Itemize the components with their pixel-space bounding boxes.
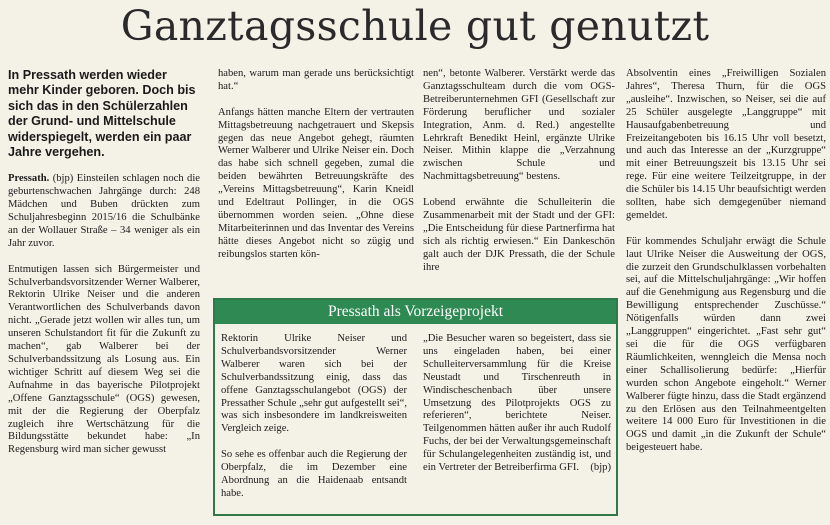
info-box-paragraph <box>423 333 611 475</box>
article-paragraph: Absolventin eines „Freiwilligen Sozialen Jahres“, Theresa Thurn, für die OGS „ausleihe“. Inzwischen, so Neiser, sei die auf 25 Schüler ausgelegte „Langgruppe“ mit Hausaufgabenbetreuung und Freizeitangeboten bis 16.15 Uhr voll besetzt, und auch das Interesse an der „Kurzgruppe“ mit einer Betreuungszeit bis 13.15 Uhr sei rege. Für eine weitere Teilzeitgruppe, in der die Schüler bis 14.15 Uhr beaufsichtigt werden sollten, habe sich demgegenüber niemand gemeldet. <box>626 68 826 221</box>
paragraph-text: (bjp) Einsteilen schlagen noch die geburtenschwachen Jahrgänge durch: 248 Mädchen und Buben drückten zum Schuljahresbeginn 2015/16 die Schulbänke an der Wollauer Straße – 34 weniger als ein Jahr zuvor. <box>8 173 200 249</box>
article-column-4 <box>626 68 826 455</box>
article-column-2 <box>218 68 414 288</box>
info-box-column-right <box>423 333 611 475</box>
article-paragraph: nen“, betonte Walberer. Verstärkt werde das Ganztagsschulteam durch die vom OGS-Betreiberunternehmen GFI (Gesellschaft zur Förderung beruflicher und sozialer Integration, Anm. d. Red.) angestellte Lehrkraft Benedikt Heinl, ergänzte Ulrike Neiser. Mithin klappe die „Verzahnung zwischen Schule und Nachmittagsbetreuung“ bestens. <box>423 68 615 183</box>
article-paragraph <box>8 173 200 250</box>
info-box-paragraph: So sehe es offenbar auch die Regierung der Oberpfalz, die im Dezember eine Abordnung an die Haidenaab entsandt habe. <box>221 449 407 499</box>
paragraph-text: „Die Besucher waren so begeistert, dass sie uns eingeladen haben, bei einer Schulleiterversammlung für die Kreise Neustadt und Tirschenreuth in Windischeschenbach über unsere Umsetzung des Pilotprojekts OGS zu referieren“, berichtete Neiser. Teilgenommen hätten außer ihr auch Rudolf Fuchs, der bei der Verwaltungsgemeinschaft für Schulangelegenheiten zuständig ist, und ein Vertreter der Betreiberfirma GFI. <box>423 333 611 474</box>
article-paragraph: Entmutigen lassen sich Bürgermeister und Schulverbandsvorsitzender Werner Walberer, Rektorin Ulrike Neiser und die anderen Verantwortlichen des Schulverbands davon nicht. „Gerade jetzt wollen wir alles tun, um unseren Schulstandort fit für die Zukunft zu machen“, gab Walberer bei der Schulverbandssitzung als Losung aus. Ein wichtiger Schritt auf diesem Weg sei die Aufnahme in das bayerische Pilotprojekt „Offene Ganztagsschule“ (OGS) gewesen, mit der die Regierung der Oberpfalz zugleich ihre Wertschätzung für die Bildungsstätte bekundet habe: „In Regensburg wird man sicher gewusst <box>8 263 200 456</box>
info-box-title: Pressath als Vorzeigeprojekt <box>215 300 616 324</box>
info-box-paragraph: Rektorin Ulrike Neiser und Schulverbandsvorsitzender Werner Walberer waren sich bei der Schulverbandssitzung einig, dass das offene Ganztagsschulangebot (OGS) der Pressather Schule „sehr gut aufgestellt sei“, was sich insbesondere im landkreisweiten Vergleich zeige. <box>221 333 407 435</box>
article-column-1 <box>8 68 200 457</box>
info-box <box>213 298 618 516</box>
article-column-3 <box>423 68 615 284</box>
author-signature: (bjp) <box>590 462 611 474</box>
article-paragraph: haben, warum man gerade uns berücksichtigt hat.“ <box>218 68 414 92</box>
dateline: Pressath. <box>8 173 50 185</box>
article-paragraph: Lobend erwähnte die Schulleiterin die Zusammenarbeit mit der Stadt und der GFI: „Die Entscheidung für diese Partnerfirma hat sich als richtig erwiesen.“ Ein Dankeschön galt auch der DJK Pressath, die der Schule ihre <box>423 197 615 273</box>
info-box-column-left <box>221 333 407 501</box>
lead-paragraph: In Pressath werden wieder mehr Kinder geboren. Doch bis sich das in den Schülerzahlen der Grund- und Mittelschule widerspiegelt, werden ein paar Jahre vergehen. <box>8 68 196 160</box>
article-paragraph: Für kommendes Schuljahr erwägt die Schule laut Ulrike Neiser die Ausweitung der OGS, die zurzeit den Grundschulklassen vorbehalten sei, auf die Mittelschuljahrgänge: „Wir hoffen auf die Genehmigung aus Regensburg und die Bewilligung entsprechender Zuschüsse.“ Nötigenfalls würden dann zwei „Langgruppen“ eingerichtet. „Fast sehr gut“ sei die für die OGS verfügbaren Räumlichkeiten, wenngleich die Mensa noch einer Schallisolierung bedürfe: „Hierfür wurden schon Angebote eingeholt.“ Werner Walberer fügte hinzu, dass die Stadt ergänzend zu den Erlösen aus den Teilnahmeentgelten weitere 14 000 Euro für Investitionen in die OGS und damit „in die Zukunft der Schule“ beigesteuert habe. <box>626 235 826 454</box>
headline: Ganztagsschule gut genutzt <box>120 2 710 50</box>
article-paragraph: Anfangs hätten manche Eltern der vertrauten Mittagsbetreuung nachgetrauert und Skepsis gegen das neue Angebot gehegt, räumten Werner Walberer und Ulrike Neiser ein. Doch das habe sich schnell gegeben, zumal die beiden bewährten Betreuungskräfte des „Vereins Mittagsbetreuung“, Karin Kneidl und Edeltraut Pollinger, in die OGS übernommen worden seien. „Ohne diese Mitarbeiterinnen und das Inventar des Vereins hätte dieses Angebot nicht so zügig und reibungslos starten kön- <box>218 106 414 260</box>
